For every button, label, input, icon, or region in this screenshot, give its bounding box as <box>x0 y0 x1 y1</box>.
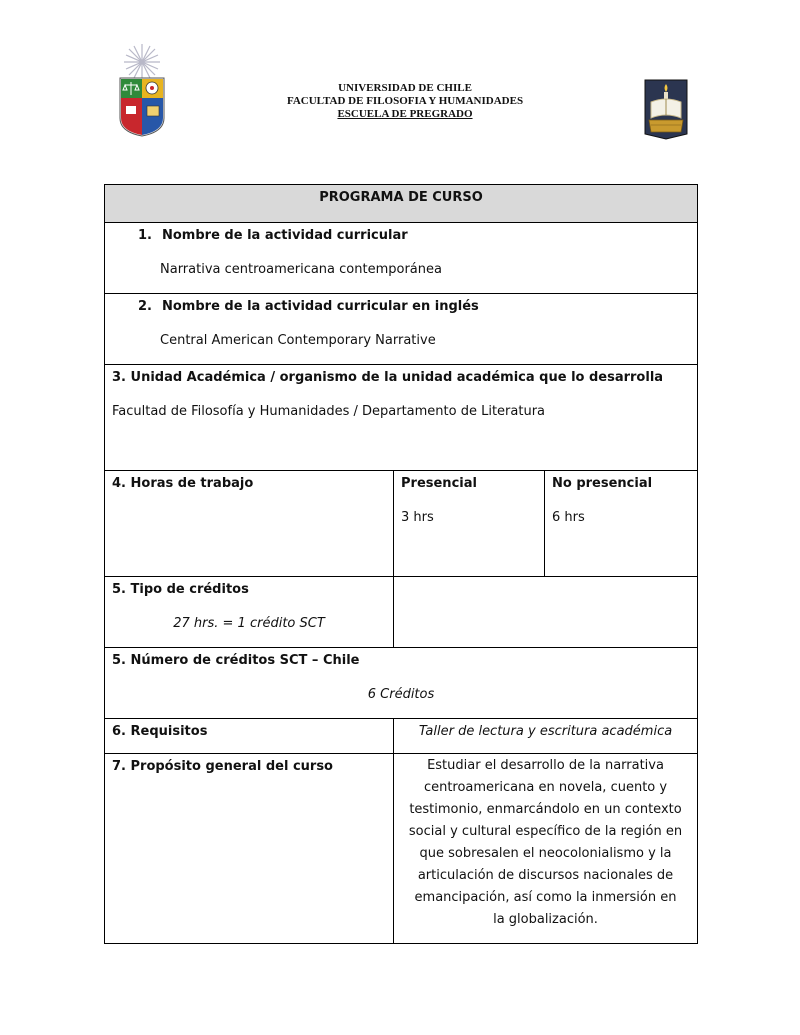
work-hours-label: 4. Horas de trabajo <box>112 476 254 491</box>
faculty-name: FACULTAD DE FILOSOFIA Y HUMANIDADES <box>286 95 524 107</box>
credit-type-value: 27 hrs. = 1 crédito SCT <box>173 616 325 631</box>
activity-name-english-value: Central American Contemporary Narrative <box>160 333 436 348</box>
document-header <box>0 0 800 160</box>
section-academic-unit <box>105 365 698 471</box>
activity-name-value: Narrativa centroamericana contemporánea <box>160 262 442 277</box>
presencial-value: 3 hrs <box>401 510 434 525</box>
academic-unit-value: Facultad de Filosofía y Humanidades / Departamento de Literatura <box>112 404 546 419</box>
university-name: UNIVERSIDAD DE CHILE <box>338 82 472 94</box>
purpose-value: Estudiar el desarrollo de la narrativa centroamericana en novela, cuento y testimonio, enmarcándolo en un contexto social y cultural específico de la región en que sobresalen el neocolonialismo y la articulación de discursos nacionales de emancipación, así como la inmersión en la globalización. <box>408 758 683 927</box>
credit-type-empty-cell <box>394 577 698 648</box>
presencial-cell <box>394 471 545 577</box>
purpose-label-cell <box>105 754 394 944</box>
section-label: Nombre de la actividad curricular en inglés <box>162 299 479 314</box>
section-number: 1. <box>138 228 152 243</box>
credit-type-cell <box>105 577 394 648</box>
activity-name-english-label <box>112 296 690 317</box>
section-label: Nombre de la actividad curricular <box>162 228 408 243</box>
purpose-label: 7. Propósito general del curso <box>112 759 333 774</box>
academic-unit-label: 3. Unidad Académica / organismo de la unidad académica que lo desarrolla <box>112 370 664 385</box>
course-program-form <box>104 184 698 944</box>
faculty-emblem-logo <box>643 78 689 140</box>
sct-credits-value: 6 Créditos <box>367 687 435 702</box>
section-sct-credits <box>105 648 698 719</box>
universidad-de-chile-crest-logo <box>114 42 170 138</box>
form-title: PROGRAMA DE CURSO <box>105 185 698 223</box>
work-hours-label-cell <box>105 471 394 577</box>
no-presencial-label: No presencial <box>552 476 653 491</box>
section-activity-name-english <box>105 294 698 365</box>
requirements-value-cell <box>394 719 698 754</box>
school-name: ESCUELA DE PREGRADO <box>337 108 473 120</box>
institution-heading <box>250 82 560 121</box>
credit-type-label: 5. Tipo de créditos <box>112 582 249 597</box>
no-presencial-cell <box>545 471 698 577</box>
presencial-label: Presencial <box>401 476 477 491</box>
section-number: 2. <box>138 299 152 314</box>
section-activity-name <box>105 223 698 294</box>
requirements-label-cell <box>105 719 394 754</box>
no-presencial-value: 6 hrs <box>552 510 585 525</box>
sct-credits-label: 5. Número de créditos SCT – Chile <box>112 653 360 668</box>
requirements-value: Taller de lectura y escritura académica <box>418 724 673 739</box>
requirements-label: 6. Requisitos <box>112 724 208 739</box>
purpose-value-cell <box>394 754 698 944</box>
activity-name-label <box>112 225 690 246</box>
